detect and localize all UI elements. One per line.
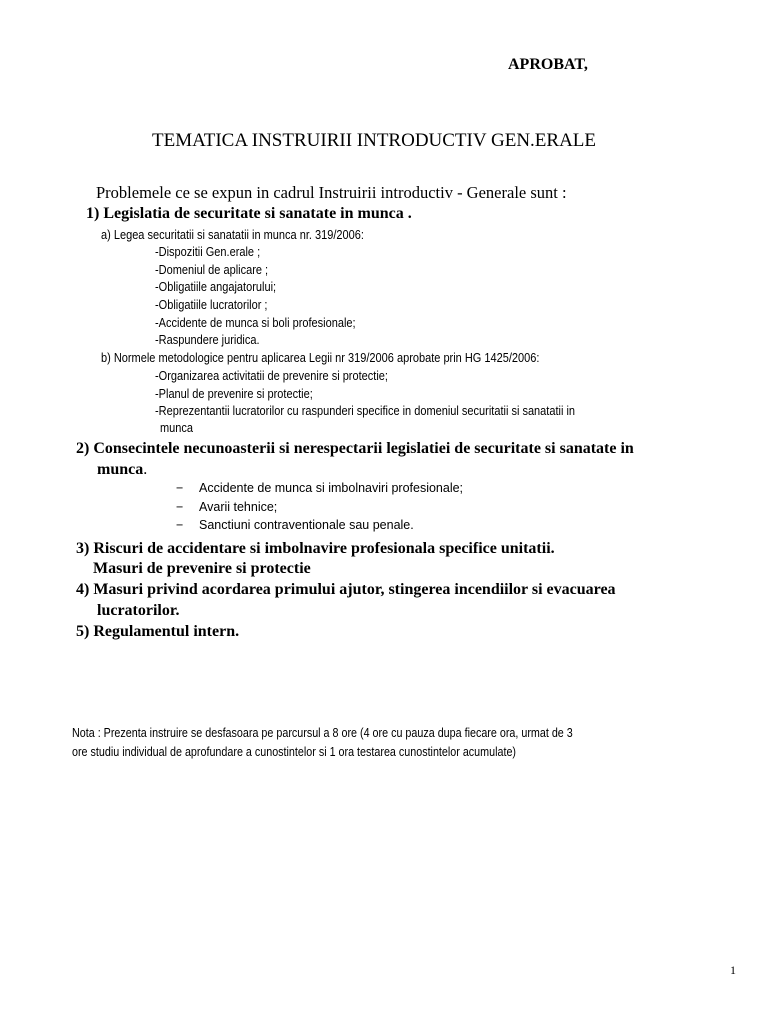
section-4-heading-cont: lucratorilor. <box>97 602 180 619</box>
list-item: − Avarii tehnice; <box>176 500 278 514</box>
list-item: -Raspundere juridica. <box>155 333 260 347</box>
list-item: − Accidente de munca si imbolnaviri profesionale; <box>176 481 464 495</box>
section-1a-label: a) Legea securitatii si sanatatii in munca nr. 319/2006: <box>101 228 364 242</box>
section-2-heading-cont: munca. <box>97 461 148 478</box>
list-item: munca <box>160 421 194 435</box>
section-1b-label: b) Normele metodologice pentru aplicarea Legii nr 319/2006 aprobate prin HG 1425/2006: <box>101 351 540 365</box>
dash-bullet-icon: − <box>176 500 184 514</box>
dash-bullet-icon: − <box>176 481 184 495</box>
list-item: -Dispozitii Gen.erale ; <box>155 245 261 259</box>
list-item: -Obligatiile lucratorilor ; <box>155 298 268 312</box>
note-line-2: ore studiu individual de aprofundare a cunostintelor si 1 ora testarea cunostintelor acumulate) <box>72 745 517 759</box>
section-1-heading: 1) Legislatia de securitate si sanatate in munca . <box>86 205 412 222</box>
approval-label: APROBAT, <box>508 56 588 73</box>
dash-bullet-icon: − <box>176 518 184 532</box>
section-2-heading: 2) Consecintele necunoasterii si nerespectarii legislatiei de securitate si sanatate in <box>76 440 634 457</box>
list-item: -Accidente de munca si boli profesionale; <box>155 316 356 330</box>
section-3-heading: 3) Riscuri de accidentare si imbolnavire profesionala specifice unitatii. <box>76 540 555 557</box>
page-number: 1 <box>730 963 736 977</box>
list-item: -Organizarea activitatii de prevenire si protectie; <box>155 369 388 383</box>
intro-line: Problemele ce se expun in cadrul Instruirii introductiv - Generale sunt : <box>96 183 567 202</box>
note-line-1: Nota : Prezenta instruire se desfasoara pe parcursul a 8 ore (4 ore cu pauza dupa fiecare ora, urmat de 3 <box>72 726 573 740</box>
section-3-heading-cont: Masuri de prevenire si protectie <box>93 560 311 577</box>
list-item: -Reprezentantii lucratorilor cu raspunderi specifice in domeniul securitatii si sanatatii in <box>155 404 576 418</box>
section-4-heading: 4) Masuri privind acordarea primului ajutor, stingerea incendiilor si evacuarea <box>76 581 616 598</box>
document-title: TEMATICA INSTRUIRII INTRODUCTIV GEN.ERALE <box>152 130 597 151</box>
list-item: − Sanctiuni contraventionale sau penale. <box>176 518 414 532</box>
list-item: -Planul de prevenire si protectie; <box>155 387 313 401</box>
section-5-heading: 5) Regulamentul intern. <box>76 623 240 640</box>
list-item: -Domeniul de aplicare ; <box>155 263 269 277</box>
list-item: -Obligatiile angajatorului; <box>155 280 277 294</box>
